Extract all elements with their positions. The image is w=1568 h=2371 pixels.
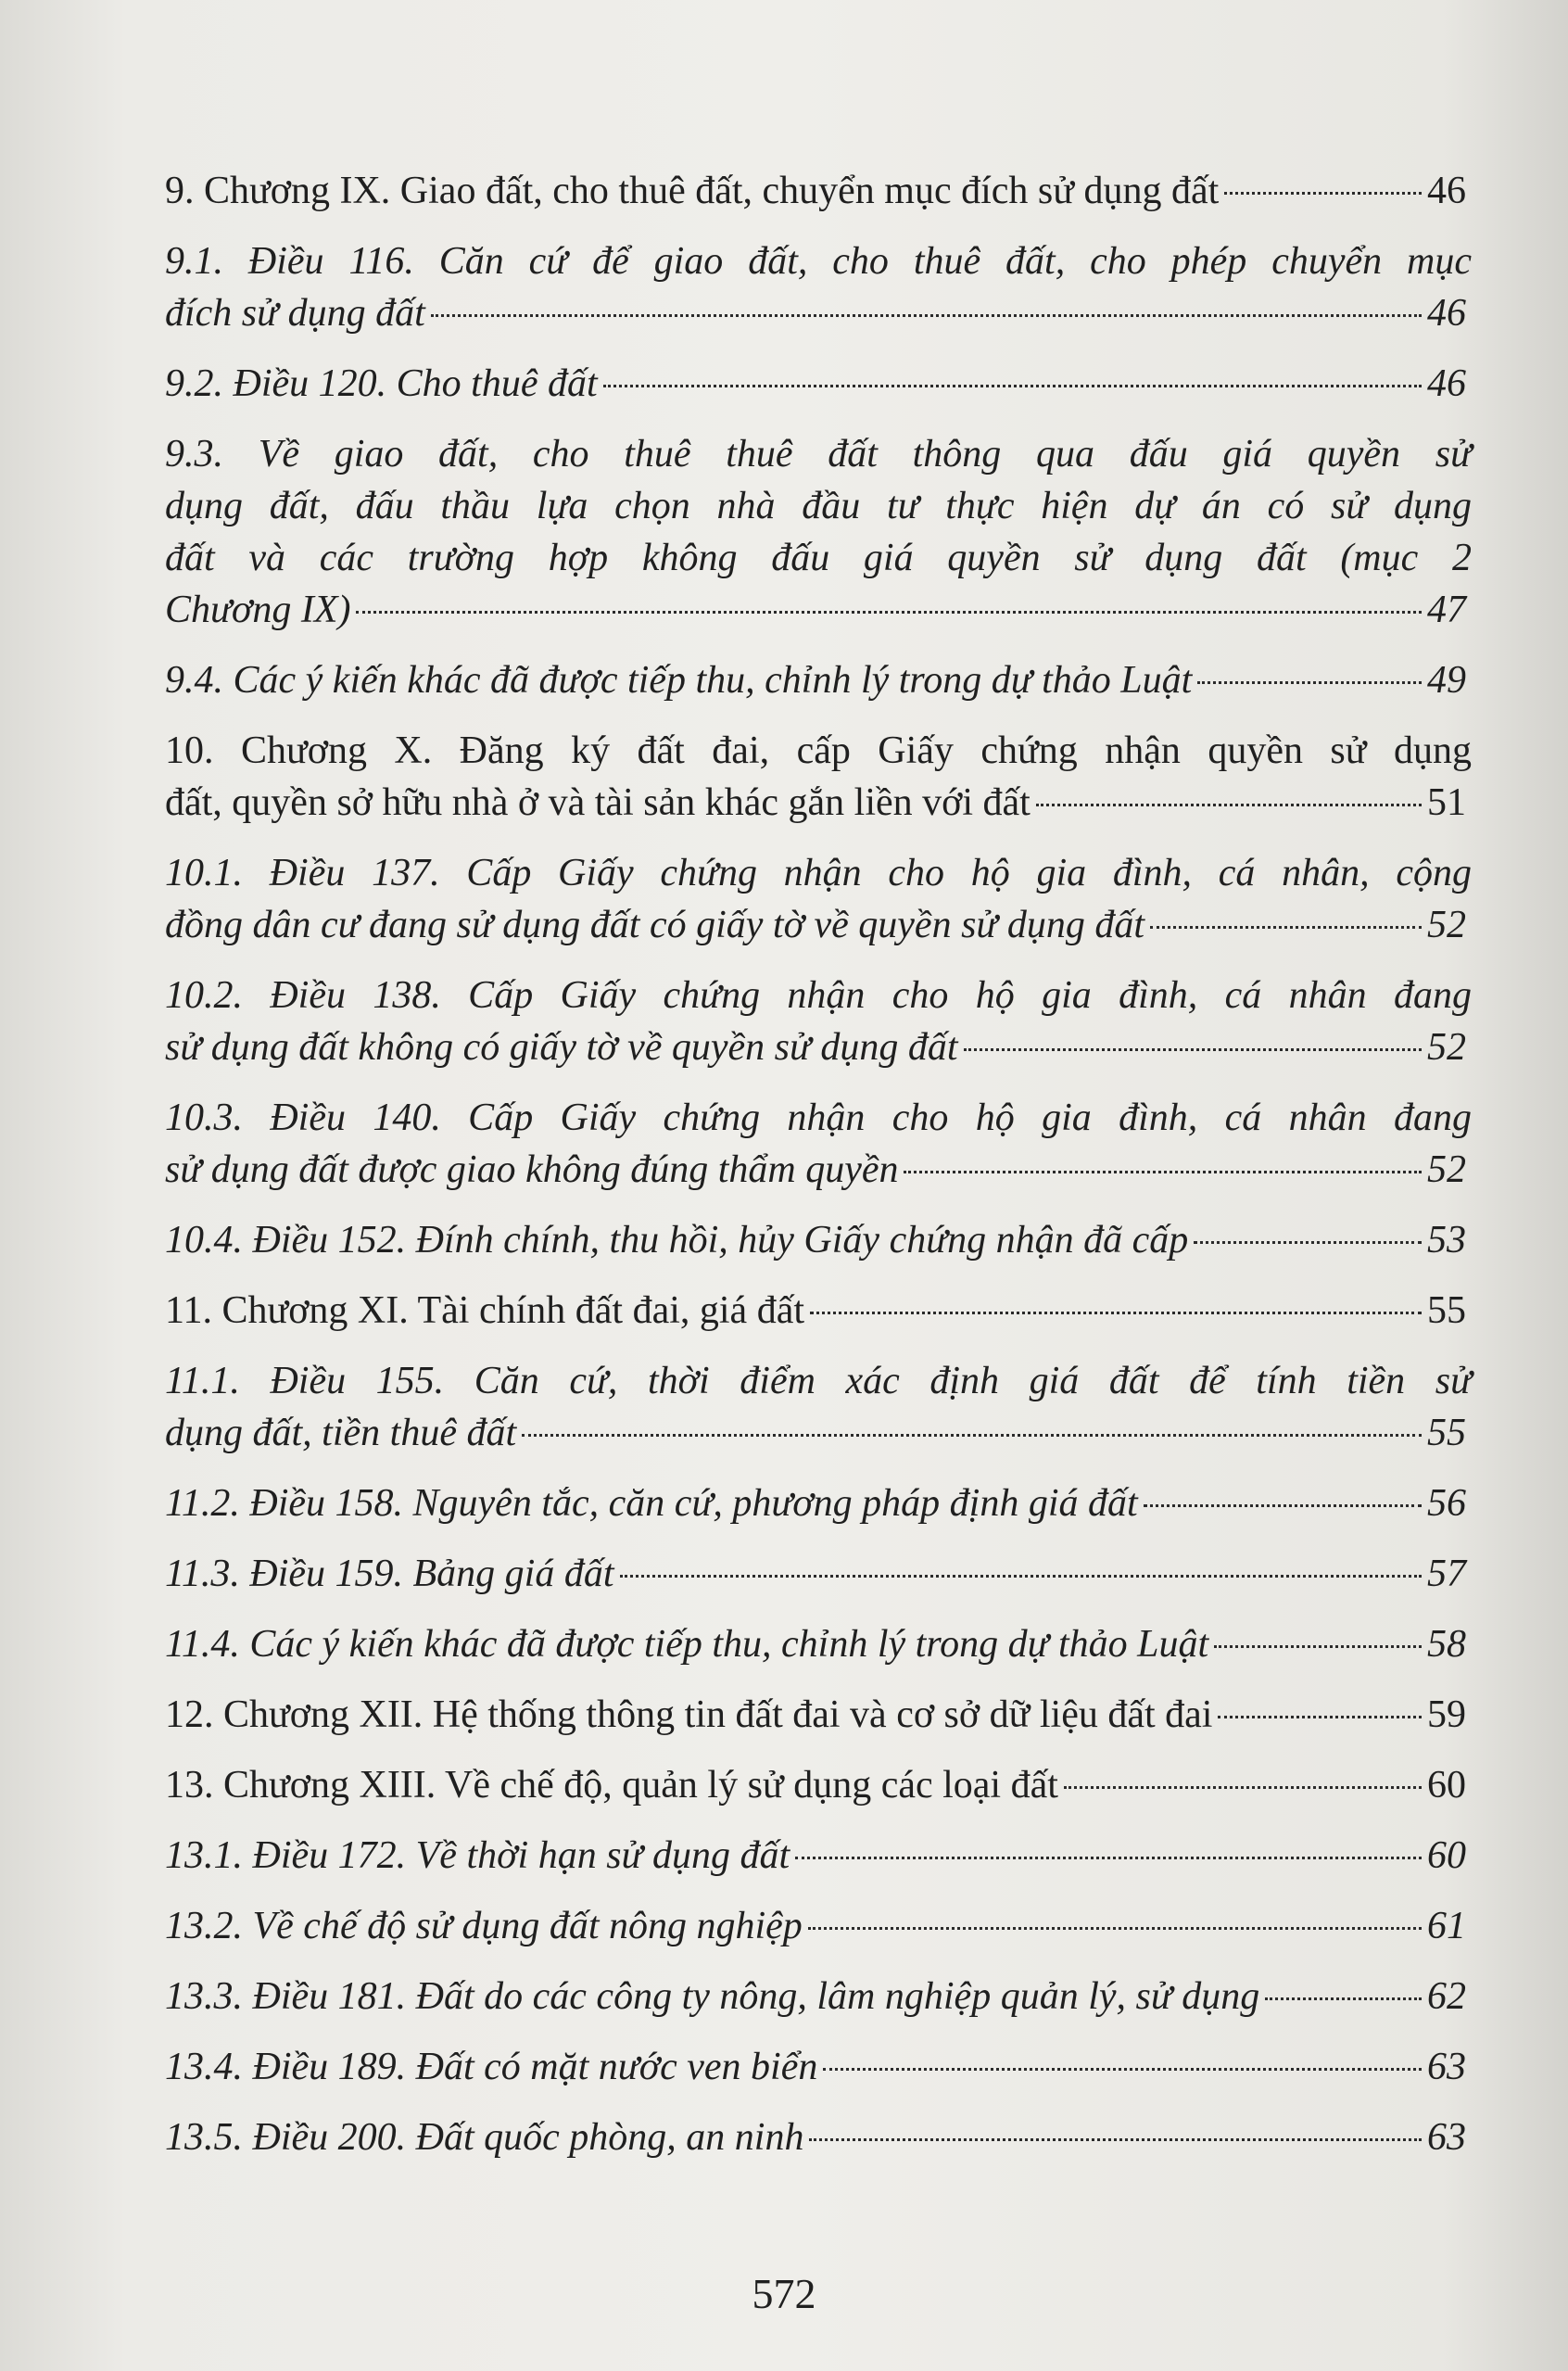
toc-entry-line: 10.1. Điều 137. Cấp Giấy chứng nhận cho hộ gia đình, cá nhân, cộng — [165, 852, 1472, 894]
toc-entry-last-line — [165, 2041, 1472, 2093]
toc-entry-last-line — [165, 1830, 1472, 1882]
toc-entry — [165, 2111, 1472, 2163]
dot-leader — [1224, 192, 1422, 195]
toc-entry-line: 11.1. Điều 155. Căn cứ, thời điểm xác định giá đất để tính tiền sử — [165, 1360, 1472, 1402]
toc-entry-line: 9.3. Về giao đất, cho thuê thuê đất thông qua đấu giá quyền sử — [165, 433, 1472, 475]
toc-entry — [165, 428, 1472, 636]
toc-entry — [165, 1548, 1472, 1600]
toc-entry-page: 49 — [1427, 659, 1466, 702]
dot-leader — [603, 385, 1422, 387]
dot-leader — [808, 1927, 1422, 1930]
toc-entry-page: 55 — [1427, 1412, 1466, 1454]
toc-entry-last-line — [165, 1144, 1472, 1196]
toc-entry-page: 55 — [1427, 1289, 1466, 1332]
toc-entry-page: 56 — [1427, 1482, 1466, 1525]
dot-leader — [620, 1575, 1422, 1578]
toc-entry-last-line — [165, 1689, 1472, 1741]
toc-entry-title: Chương IX) — [165, 589, 351, 631]
dot-leader — [522, 1434, 1422, 1437]
toc-entry-title: đích sử dụng đất — [165, 292, 425, 335]
toc-entry-page: 52 — [1427, 904, 1466, 946]
dot-leader — [810, 1312, 1422, 1314]
toc-entry-title: 13. Chương XIII. Về chế độ, quản lý sử dụng các loại đất — [165, 1764, 1058, 1807]
toc-entry-last-line — [165, 1971, 1472, 2022]
toc-entry-title: đồng dân cư đang sử dụng đất có giấy tờ về quyền sử dụng đất — [165, 904, 1144, 946]
toc-entry-page: 47 — [1427, 589, 1466, 631]
toc-entry-last-line — [165, 1548, 1472, 1600]
toc-entry-last-line — [165, 1407, 1472, 1459]
toc-entry — [165, 1477, 1472, 1529]
toc-entry-title: sử dụng đất được giao không đúng thẩm quyền — [165, 1148, 899, 1191]
toc-entry-last-line — [165, 1477, 1472, 1529]
toc-entry-page: 52 — [1427, 1148, 1466, 1191]
dot-leader — [1265, 1997, 1422, 2000]
toc-entry-page: 63 — [1427, 2116, 1466, 2159]
toc-entry-title: sử dụng đất không có giấy tờ về quyền sử dụng đất — [165, 1026, 958, 1069]
toc-entry-last-line — [165, 165, 1472, 217]
toc-entry-line: 9.1. Điều 116. Căn cứ để giao đất, cho thuê đất, cho phép chuyển mục — [165, 240, 1472, 283]
toc-entry-last-line — [165, 1214, 1472, 1266]
toc-entry-last-line — [165, 2111, 1472, 2163]
toc-entry-last-line — [165, 1900, 1472, 1952]
dot-leader — [1036, 804, 1422, 806]
dot-leader — [964, 1048, 1422, 1051]
dot-leader — [795, 1857, 1422, 1859]
toc-entry-title: 11. Chương XI. Tài chính đất đai, giá đất — [165, 1289, 805, 1332]
toc-entry-page: 62 — [1427, 1975, 1466, 2018]
toc-entry-title: 12. Chương XII. Hệ thống thông tin đất đai và cơ sở dữ liệu đất đai — [165, 1693, 1213, 1736]
toc-entry — [165, 970, 1472, 1073]
toc-entry-page: 59 — [1427, 1693, 1466, 1736]
toc-entry — [165, 1830, 1472, 1882]
toc-entry — [165, 1092, 1472, 1196]
toc-entry — [165, 1971, 1472, 2022]
toc-entry-last-line — [165, 899, 1472, 951]
dot-leader — [1150, 926, 1422, 929]
toc-entry-title: 9.2. Điều 120. Cho thuê đất — [165, 362, 598, 405]
toc-entry-last-line — [165, 1618, 1472, 1670]
toc-entry-page: 46 — [1427, 362, 1466, 405]
dot-leader — [431, 314, 1422, 317]
toc-entry-page: 46 — [1427, 292, 1466, 335]
toc-entry-title: 13.3. Điều 181. Đất do các công ty nông, lâm nghiệp quản lý, sử dụng — [165, 1975, 1260, 2018]
dot-leader — [1194, 1241, 1422, 1244]
toc-entry — [165, 1900, 1472, 1952]
toc-entry-page: 57 — [1427, 1553, 1466, 1595]
toc-entry — [165, 1214, 1472, 1266]
toc-entry-page: 61 — [1427, 1905, 1466, 1947]
toc-entry-last-line — [165, 287, 1472, 339]
toc-entry-page: 63 — [1427, 2046, 1466, 2088]
toc-entry-title: dụng đất, tiền thuê đất — [165, 1412, 517, 1454]
dot-leader — [809, 2138, 1422, 2141]
toc-entry-title: 13.2. Về chế độ sử dụng đất nông nghiệp — [165, 1905, 803, 1947]
toc-entry — [165, 165, 1472, 217]
toc-entry-line: dụng đất, đấu thầu lựa chọn nhà đầu tư thực hiện dự án có sử dụng — [165, 485, 1472, 527]
toc-entry-title: đất, quyền sở hữu nhà ở và tài sản khác gắn liền với đất — [165, 781, 1031, 824]
toc-entry-page: 46 — [1427, 170, 1466, 212]
toc-entry — [165, 1355, 1472, 1459]
toc-entry-page: 53 — [1427, 1219, 1466, 1262]
toc-entry — [165, 2041, 1472, 2093]
toc-entry — [165, 1689, 1472, 1741]
toc-entry-title: 13.5. Điều 200. Đất quốc phòng, an ninh — [165, 2116, 804, 2159]
toc-entry-line: 10.3. Điều 140. Cấp Giấy chứng nhận cho hộ gia đình, cá nhân đang — [165, 1097, 1472, 1139]
dot-leader — [1144, 1504, 1422, 1507]
toc-entry-page: 58 — [1427, 1623, 1466, 1666]
toc-entry-last-line — [165, 358, 1472, 410]
toc-entry — [165, 847, 1472, 951]
toc-entry-line: 10. Chương X. Đăng ký đất đai, cấp Giấy chứng nhận quyền sử dụng — [165, 729, 1472, 772]
toc-entry-last-line — [165, 1285, 1472, 1337]
toc-entry — [165, 1285, 1472, 1337]
dot-leader — [356, 611, 1422, 614]
dot-leader — [823, 2068, 1422, 2071]
dot-leader — [1218, 1716, 1422, 1718]
table-of-contents — [165, 165, 1472, 2163]
toc-entry — [165, 358, 1472, 410]
toc-entry — [165, 1618, 1472, 1670]
toc-entry-page: 60 — [1427, 1834, 1466, 1877]
page-number: 572 — [752, 2270, 816, 2317]
toc-entry-page: 60 — [1427, 1764, 1466, 1807]
toc-entry — [165, 725, 1472, 829]
toc-entry-title: 9.4. Các ý kiến khác đã được tiếp thu, chỉnh lý trong dự thảo Luật — [165, 659, 1193, 702]
toc-entry-title: 11.3. Điều 159. Bảng giá đất — [165, 1553, 614, 1595]
toc-entry-last-line — [165, 1759, 1472, 1811]
toc-entry — [165, 654, 1472, 706]
toc-entry-line: đất và các trường hợp không đấu giá quyền sử dụng đất (mục 2 — [165, 537, 1472, 579]
toc-entry-line: 10.2. Điều 138. Cấp Giấy chứng nhận cho hộ gia đình, cá nhân đang — [165, 974, 1472, 1017]
toc-entry-title: 13.1. Điều 172. Về thời hạn sử dụng đất — [165, 1834, 790, 1877]
dot-leader — [1214, 1645, 1422, 1648]
toc-entry-title: 13.4. Điều 189. Đất có mặt nước ven biển — [165, 2046, 818, 2088]
toc-entry — [165, 1759, 1472, 1811]
dot-leader — [1197, 681, 1422, 684]
toc-entry — [165, 235, 1472, 339]
toc-entry-title: 11.4. Các ý kiến khác đã được tiếp thu, chỉnh lý trong dự thảo Luật — [165, 1623, 1209, 1666]
toc-entry-title: 11.2. Điều 158. Nguyên tắc, căn cứ, phương pháp định giá đất — [165, 1482, 1138, 1525]
toc-entry-last-line — [165, 584, 1472, 636]
toc-entry-page: 52 — [1427, 1026, 1466, 1069]
toc-entry-title: 9. Chương IX. Giao đất, cho thuê đất, chuyển mục đích sử dụng đất — [165, 170, 1220, 212]
toc-entry-page: 51 — [1427, 781, 1466, 824]
dot-leader — [904, 1171, 1422, 1173]
toc-entry-last-line — [165, 777, 1472, 829]
toc-entry-last-line — [165, 1021, 1472, 1073]
toc-entry-title: 10.4. Điều 152. Đính chính, thu hồi, hủy Giấy chứng nhận đã cấp — [165, 1219, 1189, 1262]
toc-entry-last-line — [165, 654, 1472, 706]
dot-leader — [1064, 1786, 1422, 1789]
